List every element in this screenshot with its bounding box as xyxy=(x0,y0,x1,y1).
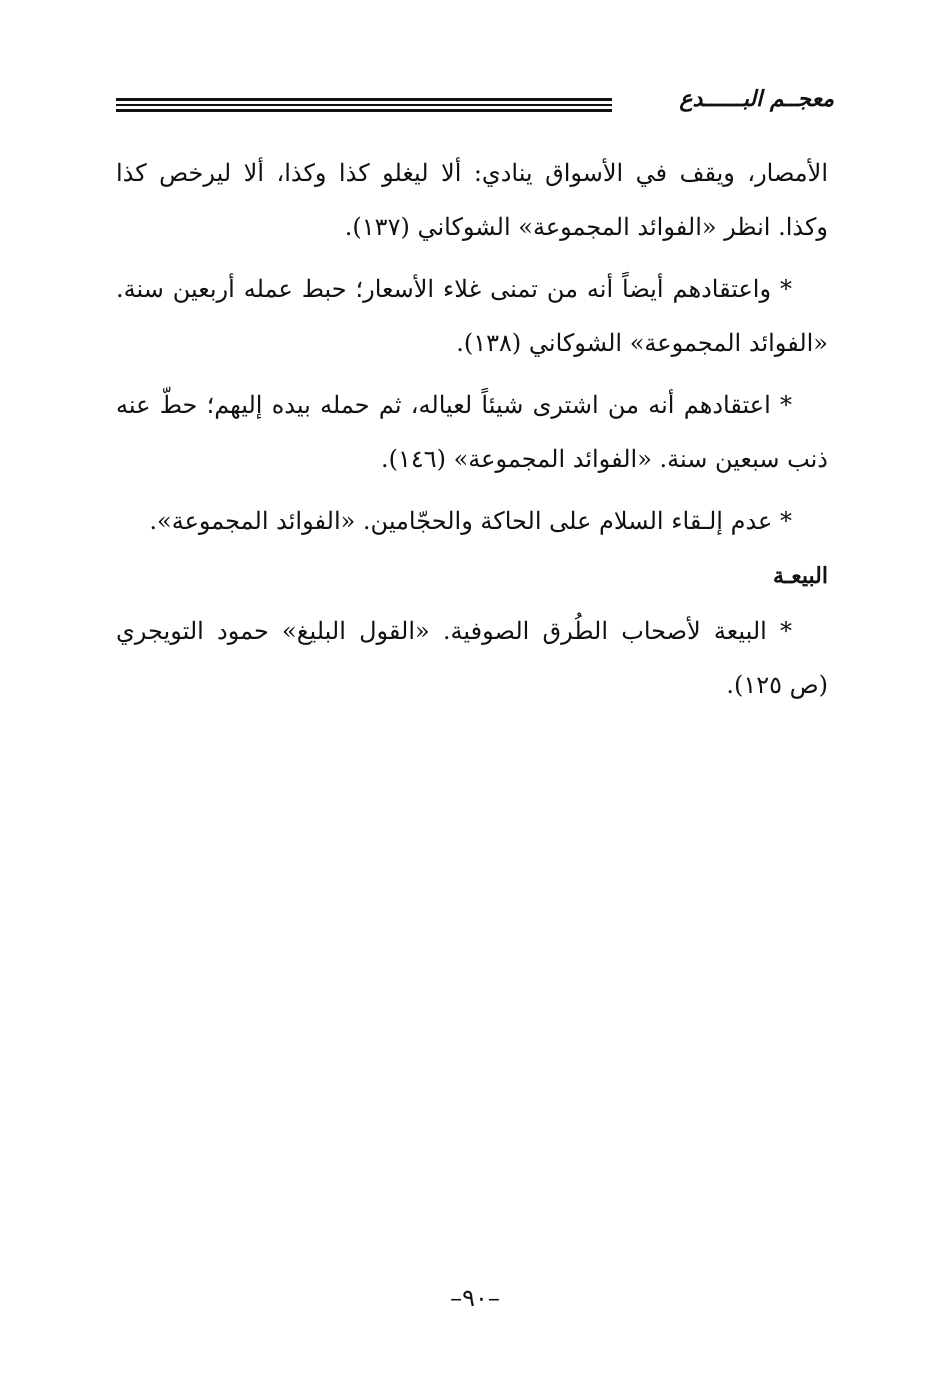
body-paragraph: * عدم إلـقاء السلام على الحاكة والحجّامين. «الفوائد المجموعة». xyxy=(149,507,792,535)
header-rule xyxy=(116,98,612,115)
header-rule-line xyxy=(116,109,612,112)
body-paragraph: * واعتقادهم أيضاً أنه من تمنى غلاء الأسعار؛ حبط عمله أربعين سنة. «الفوائد المجموعة» الشوكاني (١٣٨). xyxy=(116,275,828,357)
section-heading: البيعـة xyxy=(773,563,828,589)
page-body xyxy=(116,146,828,720)
page-number: –٩٠– xyxy=(450,1284,500,1312)
header-rule-line xyxy=(116,98,612,101)
header-title: معجــم البــــــدع xyxy=(679,86,834,112)
body-paragraph: * البيعة لأصحاب الطُرق الصوفية. «القول البليغ» حمود التويجري (ص ١٢٥). xyxy=(116,617,828,699)
running-header xyxy=(116,86,834,122)
body-paragraph: الأمصار، ويقف في الأسواق ينادي: ألا ليغلو كذا وكذا، ألا ليرخص كذا وكذا. انظر «الفوائد المجموعة» الشوكاني (١٣٧). xyxy=(116,159,828,241)
body-paragraph: * اعتقادهم أنه من اشترى شيئاً لعياله، ثم حمله بيده إليهم؛ حطّ عنه ذنب سبعين سنة. «الفوائد المجموعة» (١٤٦). xyxy=(116,391,828,473)
header-rule-line xyxy=(116,104,612,106)
